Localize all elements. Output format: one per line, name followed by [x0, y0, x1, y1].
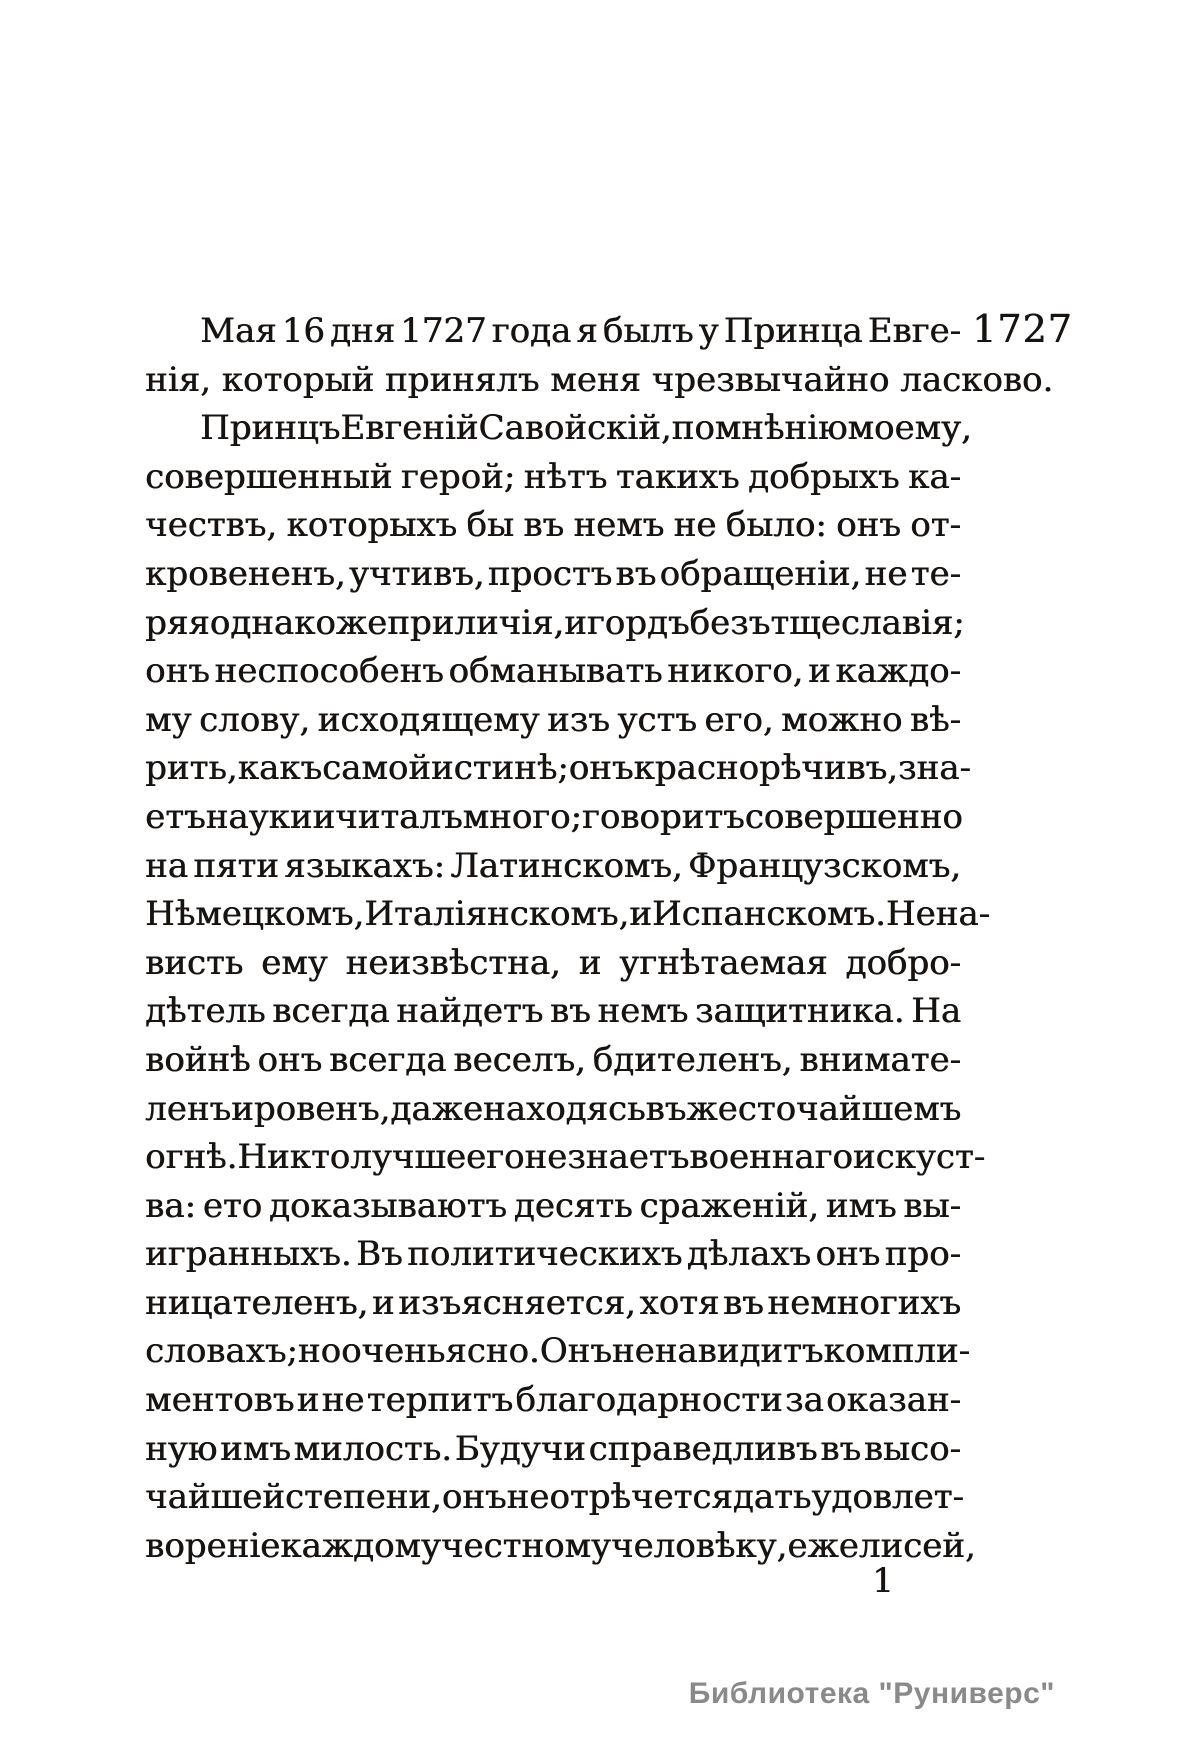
text-line: кровененъ, учтивъ, простъ въ обращеніи, не те-: [145, 553, 961, 594]
text-line: Принцъ Евгеній Савойскій, по мнѣнію моему,: [200, 408, 972, 449]
text-line: дѣтель всегда найдетъ въ немъ защитника. На: [145, 991, 961, 1032]
text-line: рить, какъ самой истинѣ; онъ краснорѣчивъ, зна-: [145, 748, 971, 789]
text-line: висть ему неизвѣстна, и угнѣтаемая добро-: [145, 942, 961, 983]
text-block: [145, 307, 1054, 1570]
text-line: ментовъ и не терпитъ благодарности за оказан-: [145, 1380, 961, 1421]
text-line: ную имъ милость. Будучи справедливъ въ высо-: [145, 1428, 961, 1469]
text-line: Мая 16 дня 1727 года я былъ у Принца Евге-: [200, 311, 961, 351]
text-line: чайшей степени, онъ не отрѣчется дать удовлет-: [145, 1477, 964, 1518]
text-line: огнѣ. Никто лучше его не знаетъ военнаго искуст-: [145, 1137, 986, 1178]
margin-year-note: 1727: [972, 307, 1073, 351]
text-line: чествъ, которыхъ бы въ немъ не было: онъ от-: [145, 505, 961, 546]
text-line: ленъ и ровенъ, даже находясь въ жесточайшемъ: [145, 1088, 962, 1129]
text-line: ряя однако же приличія, и гордъ безъ тщеславія;: [145, 602, 965, 643]
text-line: му слову, исходящему изъ устъ его, можно вѣ-: [145, 699, 961, 740]
text-line: словахъ; но очень ясно. Онъ ненавидитъ компли-: [145, 1331, 970, 1372]
text-line: нія, который принялъ меня чрезвычайно ласково.: [145, 359, 1054, 400]
text-line: на пяти языкахъ: Латинскомъ, Французскомъ,: [145, 845, 961, 886]
text-line: ницателенъ, и изъясняется, хотя въ немногихъ: [145, 1282, 961, 1323]
text-line: онъ неспособенъ обманывать никого, и каждо-: [145, 651, 961, 692]
text-line: игранныхъ. Въ политическихъ дѣлахъ онъ про-: [145, 1234, 961, 1275]
text-line: ва: ето доказываютъ десять сраженій, имъ вы-: [145, 1185, 961, 1226]
text-line: войнѣ онъ всегда веселъ, бдителенъ, внимате-: [145, 1039, 961, 1080]
text-line: совершенный герой; нѣтъ такихъ добрыхъ ка-: [145, 456, 961, 497]
text-line: Нѣмецкомъ, Италіянскомъ, и Испанскомъ. Нена-: [145, 894, 990, 935]
text-line: вореніе каждому честному человѣку, ежели сей,: [145, 1525, 976, 1566]
library-watermark: Библиотека "Руниверс": [688, 1677, 1055, 1710]
page-number: 1: [872, 1561, 894, 1601]
text-line: етъ науки и читалъ много; говоритъ совершенно: [145, 796, 963, 837]
